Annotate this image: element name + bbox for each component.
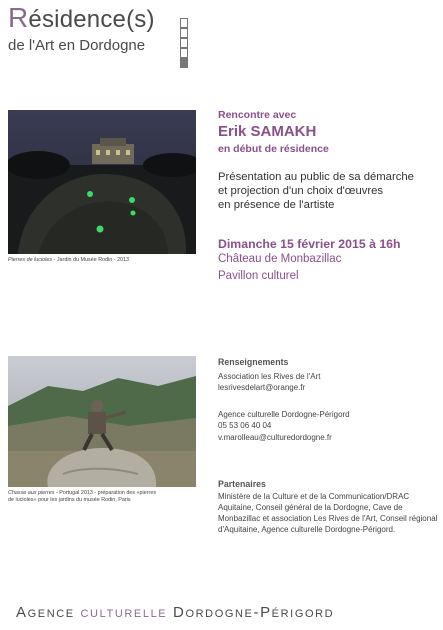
event-phase: en début de résidence (218, 143, 329, 155)
event-venue-detail: Pavillon culturel (218, 270, 299, 282)
logo-title (8, 2, 155, 34)
caption-2-title: Chasse aux pierres (8, 490, 55, 496)
info-agency-email-link[interactable]: v.marolleau@culturedordogne.fr (218, 433, 332, 442)
photo-caption-1 (8, 257, 129, 264)
caption-2-rest: - Portugal 2013 - préparation des «pierres (54, 490, 157, 496)
footer-word-2: culturelle (80, 604, 168, 621)
logo-initial: R (8, 2, 29, 33)
event-description-line: en présence de l'artiste (218, 199, 335, 211)
photo-firefly-stones (8, 110, 196, 254)
artist-name: Erik SAMAKH (218, 123, 317, 140)
info-organisation: Association les Rives de l'Art (218, 372, 321, 381)
event-date: Dimanche 15 février 2015 à 16h (218, 237, 401, 251)
caption-1-title: Pierres de lucioles (8, 257, 53, 263)
event-intro: Rencontre avec (218, 109, 297, 121)
partners-list: Ministère de la Culture et de la Communication/DRAC Aquitaine, Conseil général de la Dordogne, Cave de Monbazillac et association Les Rives de l'Art, Conseil régional d'Aquitaine, Agence culturelle Dordogne-Périgord. (218, 492, 438, 534)
logo-subtitle: de l'Art en Dordogne (8, 37, 146, 54)
event-venue: Château de Monbazillac (218, 253, 342, 265)
footer-word-1: Agence (16, 604, 75, 621)
footer-word-3: Dordogne-Périgord (173, 604, 335, 621)
caption-1-rest: - Jardin du Musée Rodin - 2013 (52, 257, 130, 263)
caption-2-line-2: de lucioles» pour les jardins du musée Rodin, Paris (8, 496, 131, 503)
info-email-link[interactable]: lesrivesdelart@orange.fr (218, 383, 306, 392)
photo-stone-hunt (8, 356, 196, 487)
logo-squares-graphic (180, 18, 192, 72)
caption-2-line-1 (8, 490, 156, 497)
partners-heading: Partenaires (218, 479, 266, 489)
footer-agency-name (16, 604, 334, 621)
photo-caption-2 (8, 490, 156, 503)
info-phone: 05 53 06 40 04 (218, 421, 272, 430)
info-heading: Renseignements (218, 357, 289, 367)
event-description-line: et projection d'un choix d'œuvres (218, 185, 384, 197)
logo-title-rest: ésidence(s) (28, 6, 155, 33)
info-agency: Agence culturelle Dordogne-Périgord (218, 410, 350, 419)
event-description-line: Présentation au public de sa démarche (218, 171, 414, 183)
